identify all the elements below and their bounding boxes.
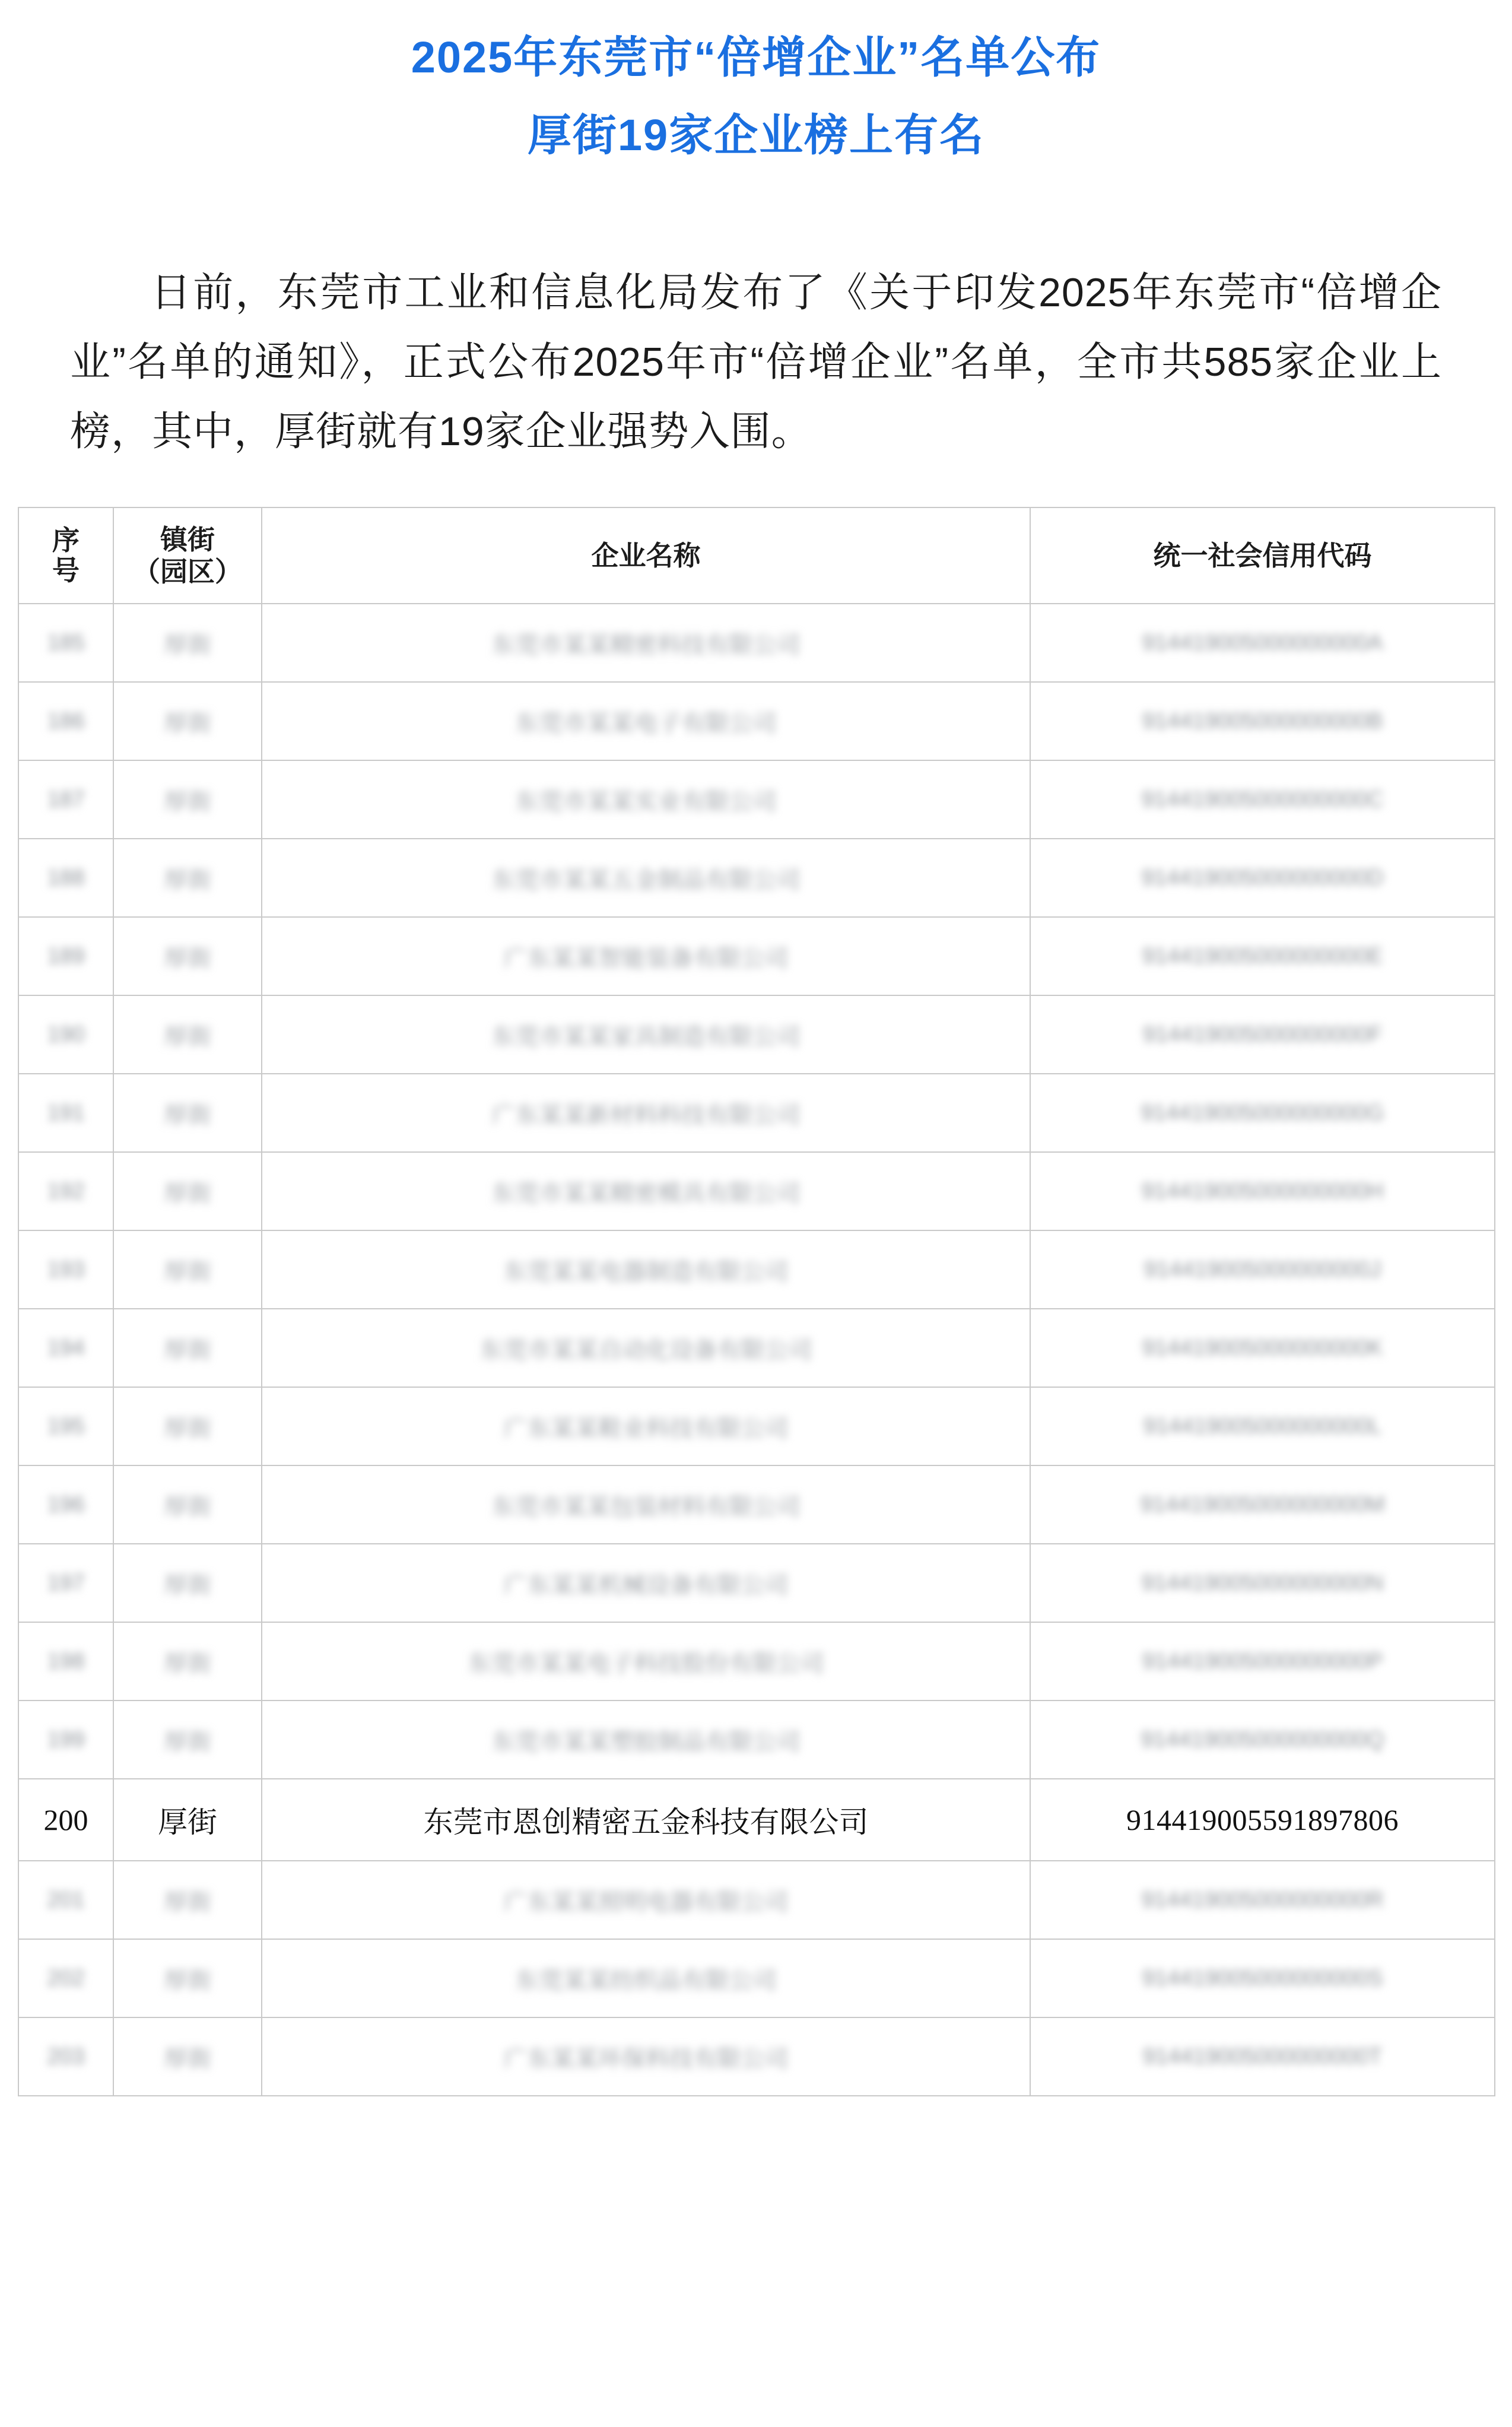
cell-town: 厚街: [113, 682, 262, 760]
cell-idx: 196: [18, 1465, 113, 1544]
cell-code: 914419005000000000M: [1030, 1465, 1495, 1544]
table-row: [18, 1230, 1495, 1309]
cell-name: 广东某某环保科技有限公司: [262, 2017, 1030, 2096]
cell-idx: 186: [18, 682, 113, 760]
cell-code: 914419005000000000D: [1030, 839, 1495, 917]
table-row: [18, 1309, 1495, 1387]
cell-name: 东莞市某某五金制品有限公司: [262, 839, 1030, 917]
cell-code: 914419005000000000L: [1030, 1387, 1495, 1465]
title-line-2: 厚街19家企业榜上有名: [527, 110, 985, 160]
cell-idx: 192: [18, 1152, 113, 1230]
company-list-table: [18, 507, 1495, 2096]
cell-town: 厚街: [113, 1622, 262, 1701]
article-title: [0, 0, 1512, 169]
cell-name: 广东某某机械设备有限公司: [262, 1544, 1030, 1622]
table-body: [18, 604, 1495, 2096]
table-row: [18, 1701, 1495, 1779]
cell-name: 东莞某某纺织品有限公司: [262, 1939, 1030, 2017]
column-header-company-name: 企业名称: [262, 507, 1030, 604]
cell-name: 东莞市某某精密科技有限公司: [262, 604, 1030, 682]
column-header-index-line2: 号: [52, 555, 80, 586]
column-header-credit-code: 统一社会信用代码: [1030, 507, 1495, 604]
cell-idx: 191: [18, 1074, 113, 1152]
cell-name: 东莞市某某实业有限公司: [262, 760, 1030, 839]
cell-code: 914419005000000000N: [1030, 1544, 1495, 1622]
table-row: [18, 839, 1495, 917]
title-line-1: 2025年东莞市“倍增企业”名单公布: [411, 33, 1101, 82]
cell-code: 914419005000000000E: [1030, 917, 1495, 995]
cell-name: 东莞市某某自动化设备有限公司: [262, 1309, 1030, 1387]
cell-town: 厚街: [113, 1309, 262, 1387]
cell-town: 厚街: [113, 1230, 262, 1309]
cell-idx: 190: [18, 995, 113, 1074]
table-row: [18, 1152, 1495, 1230]
cell-code: 914419005000000000J: [1030, 1230, 1495, 1309]
cell-idx: 202: [18, 1939, 113, 2017]
cell-town: 厚街: [113, 839, 262, 917]
cell-idx: 187: [18, 760, 113, 839]
cell-idx: 194: [18, 1309, 113, 1387]
cell-town: 厚街: [113, 1939, 262, 2017]
cell-code: 914419005000000000F: [1030, 995, 1495, 1074]
cell-idx: 193: [18, 1230, 113, 1309]
cell-idx: 199: [18, 1701, 113, 1779]
table-row: [18, 1939, 1495, 2017]
cell-code: 914419005000000000K: [1030, 1309, 1495, 1387]
cell-town: 厚街: [113, 995, 262, 1074]
cell-code: 914419005000000000T: [1030, 2017, 1495, 2096]
column-header-town: [113, 507, 262, 604]
cell-town: 厚街: [113, 2017, 262, 2096]
cell-idx: 185: [18, 604, 113, 682]
cell-name: 东莞市某某电子科技股份有限公司: [262, 1622, 1030, 1701]
cell-idx: 188: [18, 839, 113, 917]
cell-town: 厚街: [113, 1701, 262, 1779]
table-row: [18, 2017, 1495, 2096]
table-row: [18, 604, 1495, 682]
table-row: [18, 1622, 1495, 1701]
cell-name: 广东某某新材料科技有限公司: [262, 1074, 1030, 1152]
cell-town: 厚街: [113, 604, 262, 682]
cell-idx: 201: [18, 1861, 113, 1939]
cell-town: 厚街: [113, 1779, 262, 1861]
cell-name: 东莞某某电器制造有限公司: [262, 1230, 1030, 1309]
table-row: [18, 682, 1495, 760]
cell-name: 广东某某鞋业科技有限公司: [262, 1387, 1030, 1465]
table-row: [18, 1861, 1495, 1939]
cell-town: 厚街: [113, 1387, 262, 1465]
cell-idx: 195: [18, 1387, 113, 1465]
cell-name: 东莞市某某塑胶制品有限公司: [262, 1701, 1030, 1779]
company-table-wrap: [18, 507, 1494, 2096]
cell-code: 914419005000000000Q: [1030, 1701, 1495, 1779]
article-body: [70, 258, 1442, 467]
cell-idx: 198: [18, 1622, 113, 1701]
cell-code: 914419005000000000H: [1030, 1152, 1495, 1230]
cell-name: 东莞市某某精密模具有限公司: [262, 1152, 1030, 1230]
cell-code: 914419005000000000P: [1030, 1622, 1495, 1701]
cell-town: 厚街: [113, 1544, 262, 1622]
cell-town: 厚街: [113, 1152, 262, 1230]
column-header-town-line1: 镇街: [160, 524, 215, 555]
cell-town: 厚街: [113, 917, 262, 995]
cell-name: 东莞市恩创精密五金科技有限公司: [262, 1779, 1030, 1861]
table-header-row: [18, 507, 1495, 604]
cell-idx: 203: [18, 2017, 113, 2096]
cell-name: 东莞市某某包装材料有限公司: [262, 1465, 1030, 1544]
table-row: [18, 1465, 1495, 1544]
column-header-index-line1: 序: [52, 524, 80, 556]
cell-town: 厚街: [113, 760, 262, 839]
cell-name: 广东某某照明电器有限公司: [262, 1861, 1030, 1939]
table-row: [18, 917, 1495, 995]
table-row: [18, 995, 1495, 1074]
cell-idx: 197: [18, 1544, 113, 1622]
table-row: [18, 1779, 1495, 1861]
table-row: [18, 760, 1495, 839]
cell-code: 914419005000000000B: [1030, 682, 1495, 760]
cell-name: 东莞市某某家具制造有限公司: [262, 995, 1030, 1074]
table-header: [18, 507, 1495, 604]
cell-name: 广东某某智能装备有限公司: [262, 917, 1030, 995]
cell-idx: 200: [18, 1779, 113, 1861]
cell-town: 厚街: [113, 1465, 262, 1544]
cell-idx: 189: [18, 917, 113, 995]
table-row: [18, 1544, 1495, 1622]
column-header-index: [18, 507, 113, 604]
cell-code: 914419005000000000R: [1030, 1861, 1495, 1939]
cell-code: 914419005000000000A: [1030, 604, 1495, 682]
table-row: [18, 1387, 1495, 1465]
cell-code: 914419005591897806: [1030, 1779, 1495, 1861]
cell-name: 东莞市某某电子有限公司: [262, 682, 1030, 760]
cell-code: 914419005000000000S: [1030, 1939, 1495, 2017]
table-row: [18, 1074, 1495, 1152]
cell-town: 厚街: [113, 1861, 262, 1939]
cell-code: 914419005000000000G: [1030, 1074, 1495, 1152]
cell-town: 厚街: [113, 1074, 262, 1152]
cell-code: 914419005000000000C: [1030, 760, 1495, 839]
column-header-town-line2: （园区）: [133, 556, 242, 588]
article-paragraph: 日前，东莞市工业和信息化局发布了《关于印发2025年东莞市“倍增企业”名单的通知》，正式公布2025年市“倍增企业”名单，全市共585家企业上榜，其中，厚街就有19家企业强势入围。: [70, 270, 1442, 455]
